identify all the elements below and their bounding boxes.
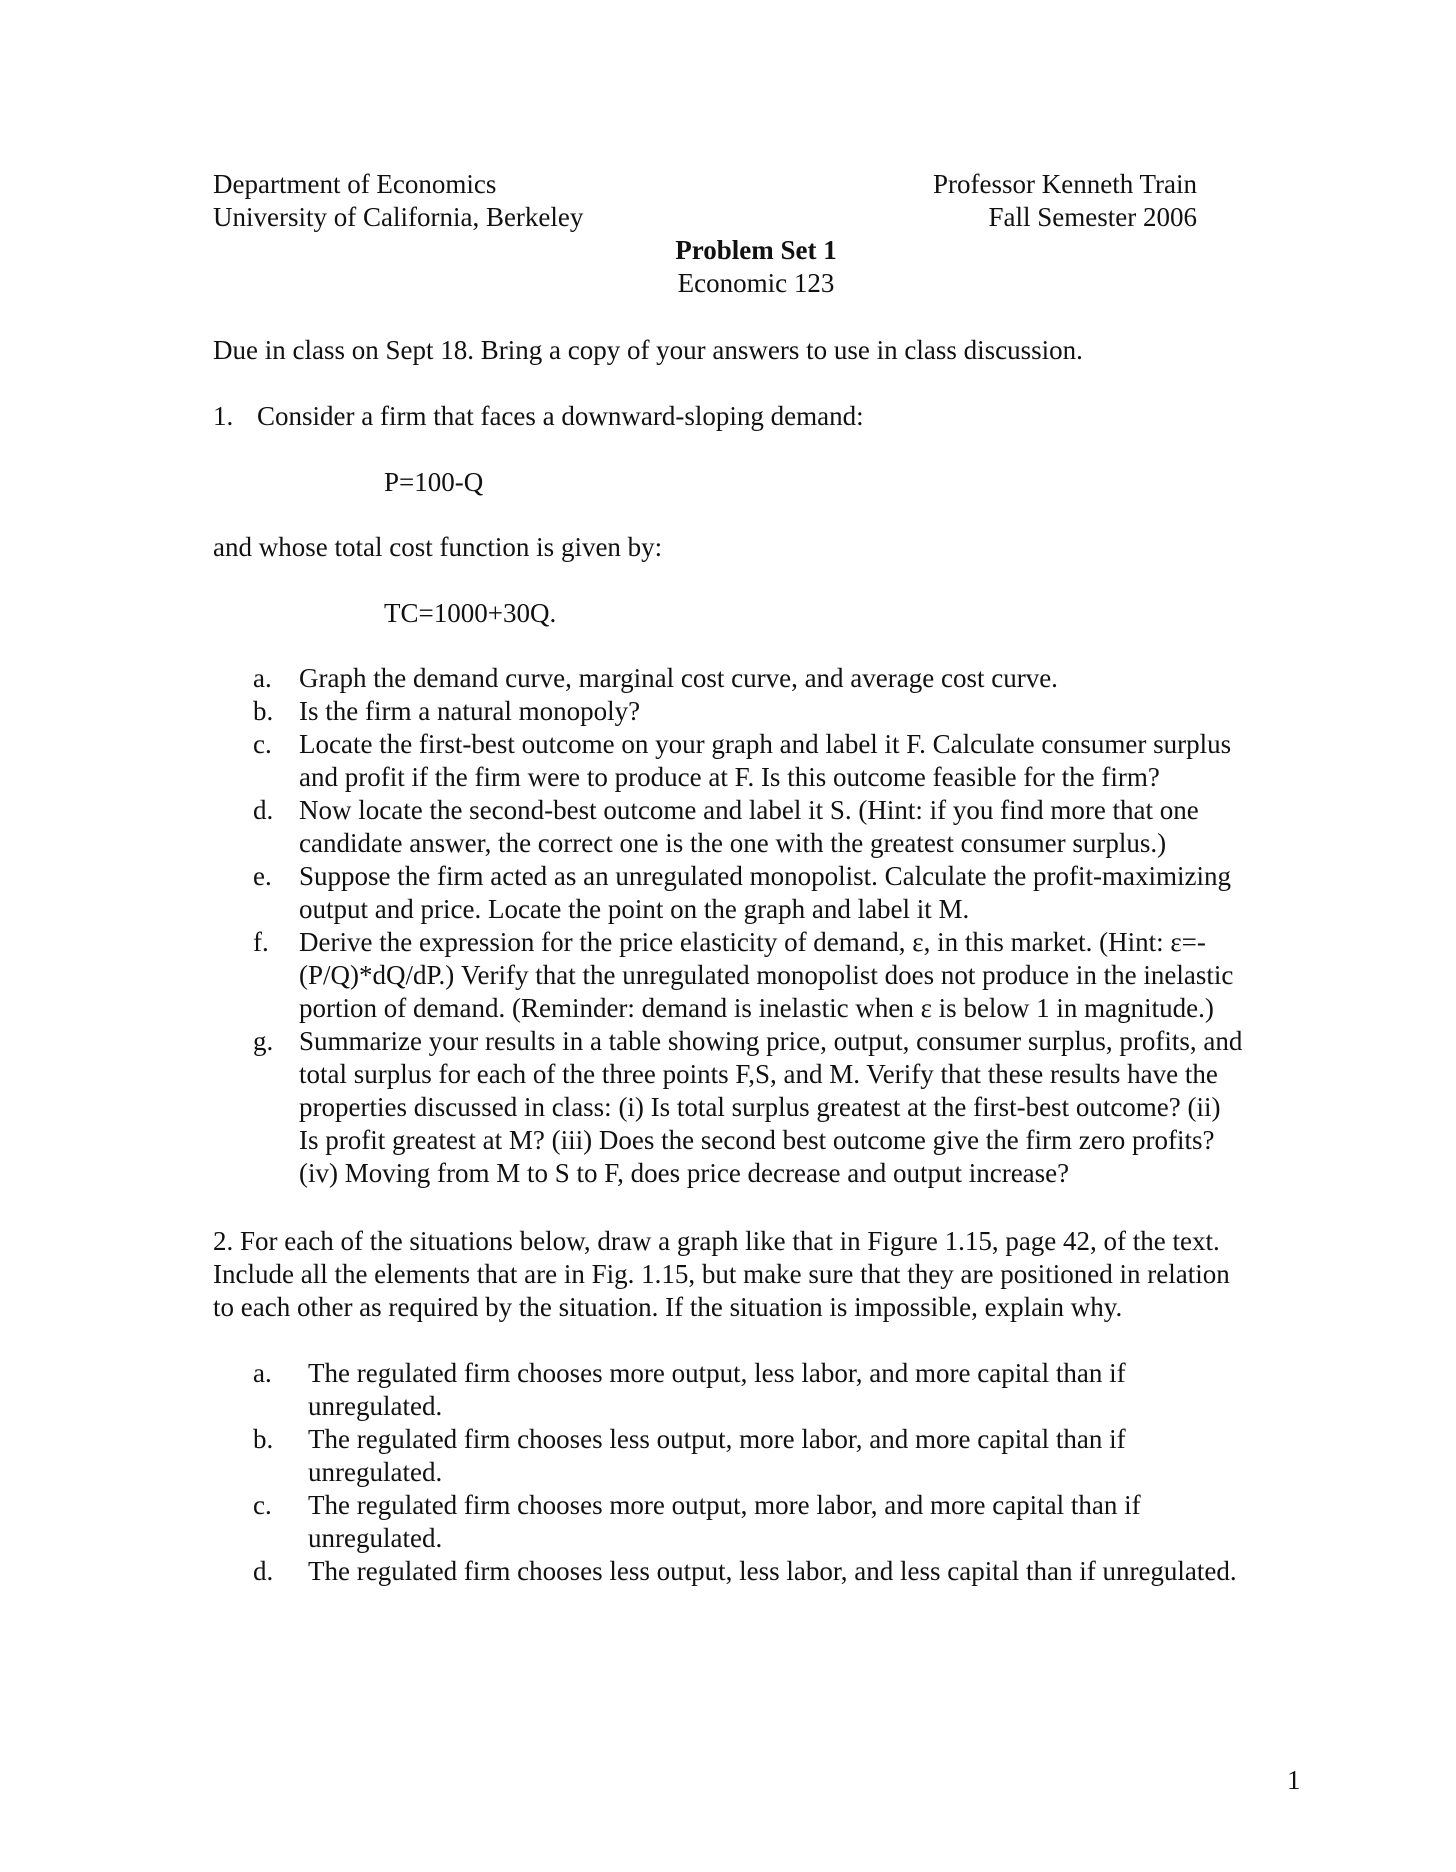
question-2-parts: [253, 1357, 1243, 1588]
list-marker: a.: [253, 1358, 272, 1388]
list-marker: c.: [253, 1490, 272, 1520]
list-marker: f.: [253, 927, 269, 957]
list-item-text: The regulated firm chooses more output, less labor, and more capital than if unregulated.: [308, 1358, 1126, 1421]
list-marker: d.: [253, 1556, 274, 1586]
list-item: [253, 695, 1243, 728]
list-item-text: Graph the demand curve, marginal cost curve, and average cost curve.: [299, 663, 1058, 693]
list-item: [253, 728, 1243, 794]
list-marker: e.: [253, 861, 272, 891]
list-item-text: Now locate the second-best outcome and label it S. (Hint: if you find more that one candidate answer, the correct one is the one with the greatest consumer surplus.): [299, 795, 1199, 858]
question-1-number: 1.: [213, 401, 234, 431]
cost-intro: and whose total cost function is given by:: [213, 532, 663, 562]
list-item: [253, 662, 1243, 695]
list-item: [253, 794, 1243, 860]
list-item-text: Suppose the firm acted as an unregulated monopolist. Calculate the profit-maximizing output and price. Locate the point on the graph and label it M.: [299, 861, 1232, 924]
due-note: Due in class on Sept 18. Bring a copy of your answers to use in class discussion.: [213, 335, 1083, 365]
university-name: University of California, Berkeley: [213, 202, 584, 232]
header-left: [213, 168, 583, 234]
page-number: 1: [1287, 1765, 1301, 1795]
question-2-text: 2. For each of the situations below, draw a graph like that in Figure 1.15, page 42, of the text. Include all the elements that are in Fig. 1.15, but make sure that they are positioned in relation to each other as required by the situation. If the situation is impossible, explain why.: [213, 1226, 1230, 1322]
list-marker: a.: [253, 663, 272, 693]
professor-name: Professor Kenneth Train: [933, 169, 1197, 199]
list-item: [253, 860, 1243, 926]
header-right: [933, 168, 1197, 234]
list-item-text: The regulated firm chooses less output, more labor, and more capital than if unregulated.: [308, 1424, 1126, 1487]
list-item-text: Summarize your results in a table showing price, output, consumer surplus, profits, and total surplus for each of the three points F,S, and M. Verify that these results have the properties discussed in class: (i) Is total surplus greatest at the first-best outcome? (ii) Is profit greatest at M? (iii) Does the second best outcome give the firm zero profits? (iv) Moving from M to S to F, does price decrease and output increase?: [299, 1026, 1243, 1188]
department-name: Department of Economics: [213, 169, 497, 199]
course-name: Economic 123: [677, 268, 835, 298]
list-item: [253, 1555, 1243, 1588]
question-1-parts: [253, 662, 1243, 1190]
cost-equation: TC=1000+30Q.: [384, 598, 557, 628]
list-item-text: Is the firm a natural monopoly?: [299, 696, 641, 726]
list-item-text: Locate the first-best outcome on your graph and label it F. Calculate consumer surplus and profit if the firm were to produce at F. Is this outcome feasible for the firm?: [299, 729, 1232, 792]
question-1-intro: [213, 400, 864, 433]
question-1-text: Consider a firm that faces a downward-sloping demand:: [257, 401, 864, 431]
list-marker: c.: [253, 729, 272, 759]
list-marker: g.: [253, 1026, 274, 1056]
list-item: [253, 1025, 1243, 1190]
list-item-text: The regulated firm chooses more output, more labor, and more capital than if unregulated.: [308, 1490, 1141, 1553]
list-item: [253, 1489, 1243, 1555]
list-item: [253, 1357, 1243, 1423]
semester: Fall Semester 2006: [988, 202, 1197, 232]
list-marker: b.: [253, 1424, 274, 1454]
list-item-text: Derive the expression for the price elasticity of demand, ε, in this market. (Hint: ε=-(P/Q)*dQ/dP.) Verify that the unregulated monopolist does not produce in the inelastic portion of demand. (Reminder: demand is inelastic when ε is below 1 in magnitude.): [299, 927, 1234, 1023]
list-item: [253, 1423, 1243, 1489]
demand-equation: P=100-Q: [384, 467, 484, 497]
page-title: Problem Set 1: [675, 235, 837, 265]
list-item: [253, 926, 1243, 1025]
list-item-text: The regulated firm chooses less output, less labor, and less capital than if unregulated.: [308, 1556, 1237, 1586]
list-marker: d.: [253, 795, 274, 825]
list-marker: b.: [253, 696, 274, 726]
title-block: [0, 234, 1456, 300]
